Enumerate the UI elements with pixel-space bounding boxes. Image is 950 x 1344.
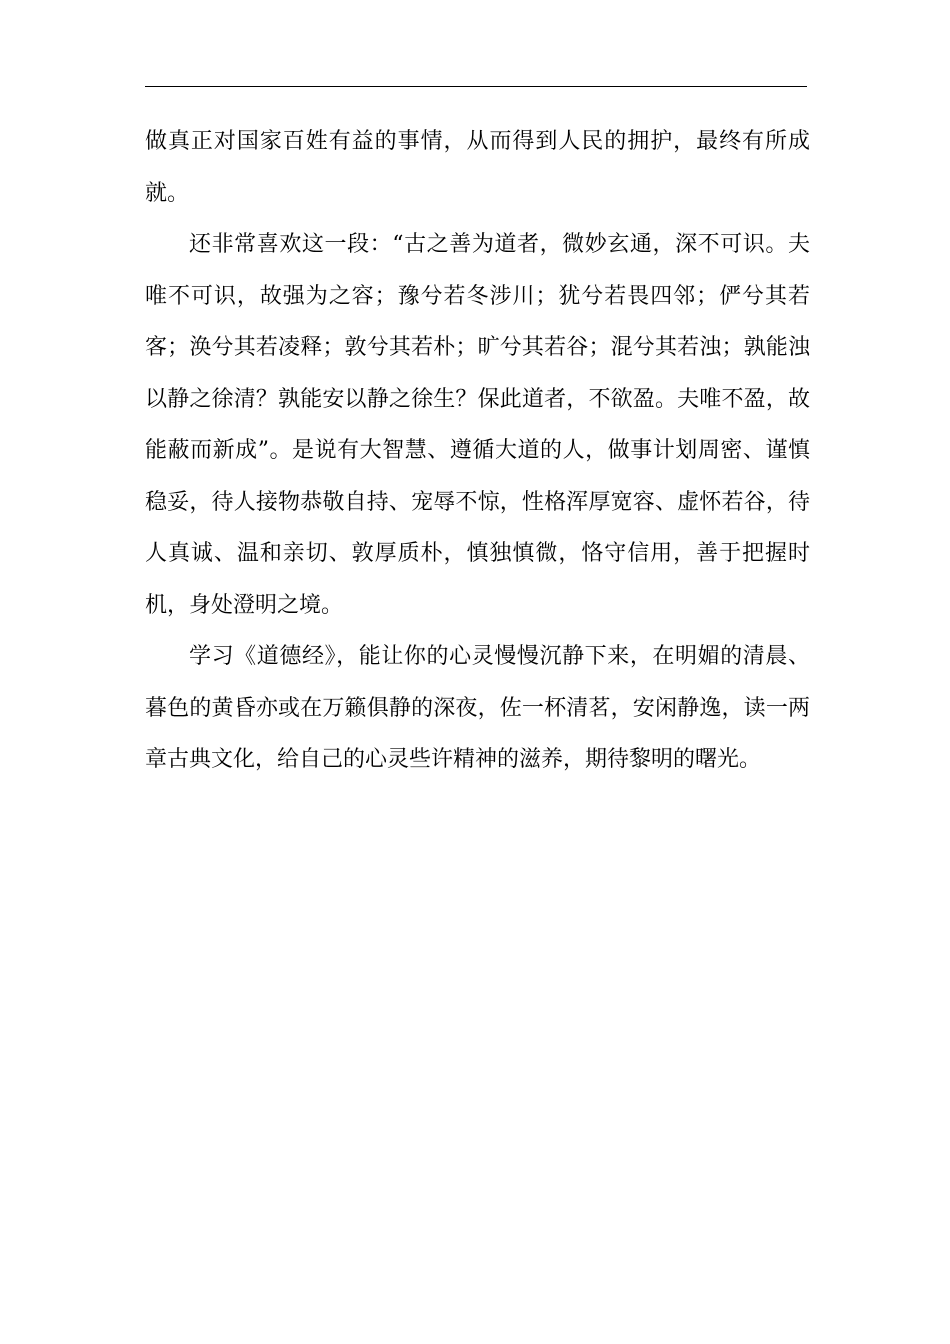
document-body bbox=[145, 116, 810, 786]
paragraph-continuation: 做真正对国家百姓有益的事情，从而得到人民的拥护，最终有所成就。 bbox=[145, 129, 810, 206]
header-rule bbox=[145, 86, 807, 87]
paragraph-quote-explanation: 还非常喜欢这一段：“古之善为道者，微妙玄通，深不可识。夫唯不可识，故强为之容；豫兮若冬涉川；犹兮若畏四邻；俨兮其若客；涣兮其若凌释；敦兮其若朴；旷兮其若谷；混兮其若浊；孰能浊以静之徐清？孰能安以静之徐生？保此道者，不欲盈。夫唯不盈，故能蔽而新成”。是说有大智慧、遵循大道的人，做事计划周密、谨慎稳妥，待人接物恭敬自持、宠辱不惊，性格浑厚宽容、虚怀若谷，待人真诚、温和亲切、敦厚质朴，慎独慎微，恪守信用，善于把握时机，身处澄明之境。 bbox=[145, 232, 810, 618]
paragraph-study-reflection: 学习《道德经》，能让你的心灵慢慢沉静下来，在明媚的清晨、暮色的黄昏亦或在万籁俱静的深夜，佐一杯清茗，安闲静逸，读一两章古典文化，给自己的心灵些许精神的滋养，期待黎明的曙光。 bbox=[145, 644, 810, 772]
